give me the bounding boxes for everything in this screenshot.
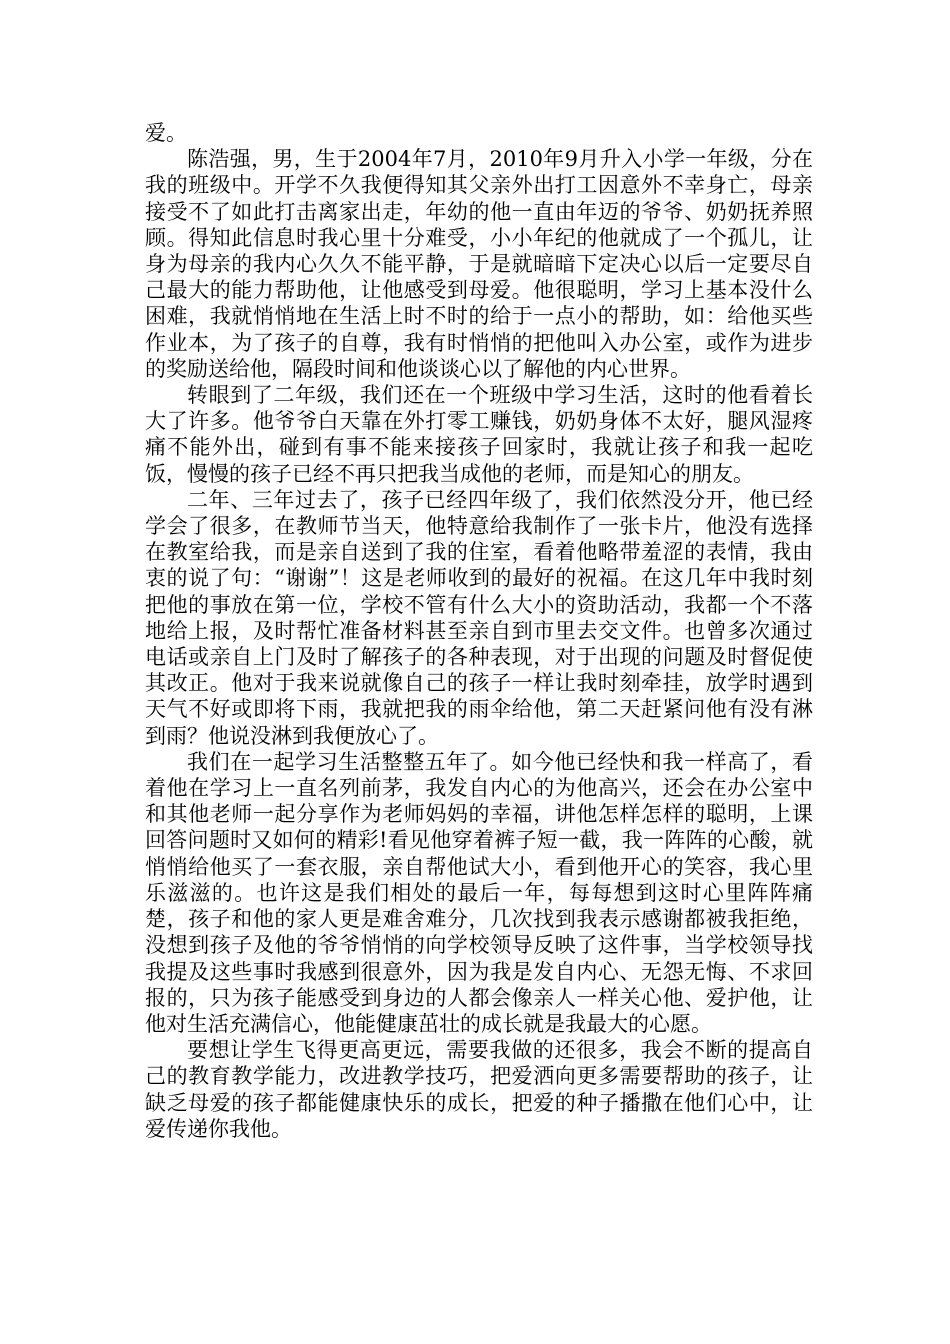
paragraph-conclusion: 要想让学生飞得更高更远，需要我做的还很多，我会不断的提高自己的教育教学能力，改进教学技巧，把爱洒向更多需要帮助的孩子，让缺乏母爱的孩子都能健康快乐的成长，把爱的种子播撒在他们心中，让爱传递你我他。 xyxy=(145,1038,813,1141)
paragraph-fourth-grade: 二年、三年过去了，孩子已经四年级了，我们依然没分开，他已经学会了很多，在教师节当天，他特意给我制作了一张卡片，他没有选择在教室给我，而是亲自送到了我的住室，看着他略带羞涩的表情，我由衷的说了句：“谢谢”！这是老师收到的最好的祝福。在这几年中我时刻把他的事放在第一位，学校不管有什么大小的资助活动，我都一个不落地给上报，及时帮忙准备材料甚至亲自到市里去交文件。也曾多次通过电话或亲自上门及时了解孩子的各种表现，对于出现的问题及时督促使其改正。他对于我来说就像自己的孩子一样让我时刻牵挂，放学时遇到天气不好或即将下雨，我就把我的雨伞给他，第二天赶紧问他有没有淋到雨？他说没淋到我便放心了。 xyxy=(145,487,813,748)
paragraph-five-years: 我们在一起学习生活整整五年了。如今他已经快和我一样高了，看着他在学习上一直名列前茅，我发自内心的为他高兴，还会在办公室中和其他老师一起分享作为老师妈妈的幸福，讲他怎样怎样的聪明，上课回答问题时又如何的精彩!看见他穿着裤子短一截，我一阵阵的心酸，就悄悄给他买了一套衣服，亲自帮他试大小，看到他开心的笑容，我心里乐滋滋的。也许这是我们相处的最后一年，每每想到这时心里阵阵痛楚，孩子和他的家人更是难舍难分，几次找到我表示感谢都被我拒绝，没想到孩子及他的爷爷悄悄的向学校领导反映了这件事，当学校领导找我提及这些事时我感到很意外，因为我是发自内心、无怨无悔、不求回报的，只为孩子能感受到身边的人都会像亲人一样关心他、爱护他，让他对生活充满信心，他能健康茁壮的成长就是我最大的心愿。 xyxy=(145,749,813,1036)
paragraph-introduction: 陈浩强，男，生于2004年7月，2010年9月升入小学一年级，分在我的班级中。开学不久我便得知其父亲外出打工因意外不幸身亡，母亲接受不了如此打击离家出走，年幼的他一直由年迈的爷爷、奶奶抚养照顾。得知此信息时我心里十分难受，小小年纪的他就成了一个孤儿，让身为母亲的我内心久久不能平静，于是就暗暗下定决心以后一定要尽自己最大的能力帮助他，让他感受到母爱。他很聪明，学习上基本没什么困难，我就悄悄地在生活上时不时的给于一点小的帮助，如：给他买些作业本，为了孩子的自尊，我有时悄悄的把他叫入办公室，或作为进步的奖励送给他，隔段时间和他谈谈心以了解他的内心世界。 xyxy=(145,147,813,381)
paragraph-continuation: 爱。 xyxy=(145,121,187,145)
document-body xyxy=(145,120,813,1142)
paragraph-second-grade: 转眼到了二年级，我们还在一个班级中学习生活，这时的他看着长大了许多。他爷爷白天靠在外打零工赚钱，奶奶身体不太好，腿风湿疼痛不能外出，碰到有事不能来接孩子回家时，我就让孩子和我一起吃饭，慢慢的孩子已经不再只把我当成他的老师，而是知心的朋友。 xyxy=(145,383,813,486)
